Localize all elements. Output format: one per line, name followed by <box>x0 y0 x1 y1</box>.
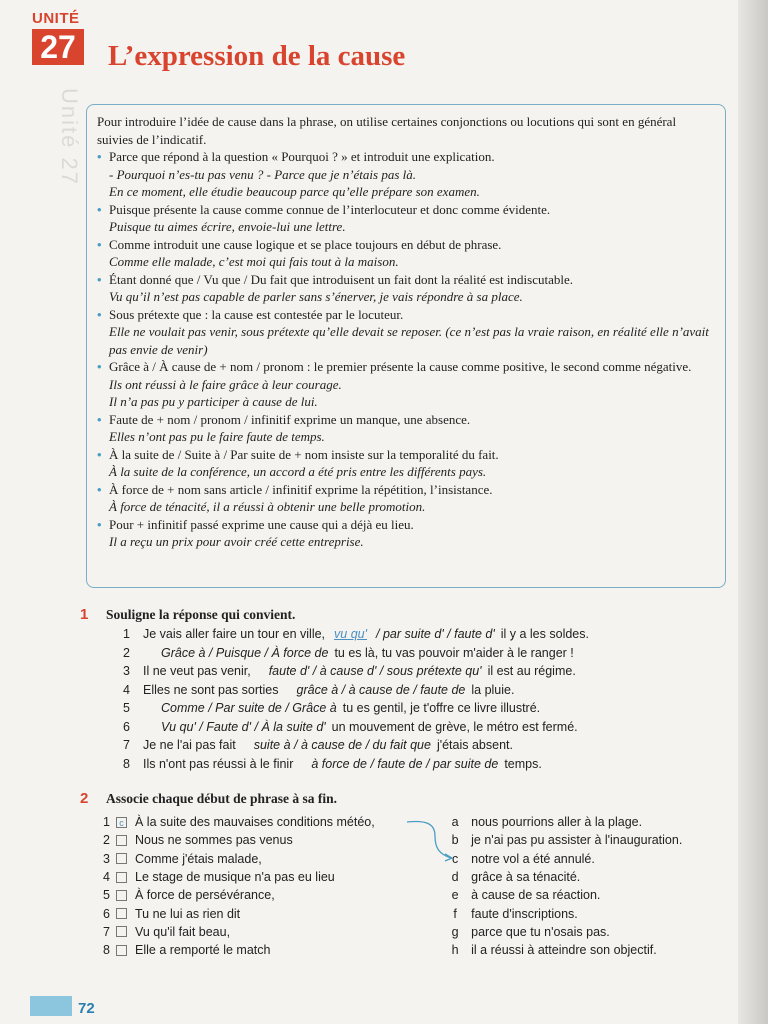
rule-example: À force de ténacité, il a réussi à obtenir une belle promotion. <box>109 499 426 514</box>
exercise-1 <box>80 606 720 775</box>
bullet-icon: • <box>97 236 102 252</box>
match-start <box>80 868 445 886</box>
rule-text: Grâce à / À cause de + nom / pronom : le premier présente la cause comme positive, le second comme négative. <box>109 359 692 374</box>
exercise-item <box>80 664 720 683</box>
answer-checkbox[interactable] <box>116 945 127 956</box>
match-start <box>80 850 445 868</box>
rule-text: Parce que répond à la question « Pourquoi ? » et introduit une explication. <box>109 149 495 164</box>
rule-example: Elles n’ont pas pu le faire faute de temps. <box>109 429 325 444</box>
bullet-icon: • <box>97 481 102 497</box>
exercise-item <box>80 720 720 739</box>
match-start <box>80 813 445 831</box>
item-options[interactable]: suite à / à cause de / du fait que <box>253 738 431 752</box>
rule-example: Puisque tu aimes écrire, envoie-lui une lettre. <box>109 219 346 234</box>
page-title: L’expression de la cause <box>108 40 406 72</box>
sentence-end: je n'ai pas pu assister à l'inauguration. <box>471 833 683 848</box>
sentence-starts <box>80 813 445 959</box>
rule-text: Comme introduit une cause logique et se place toujours en début de phrase. <box>109 236 502 252</box>
rule-item <box>97 411 715 446</box>
item-letter: a <box>451 815 459 830</box>
item-number: 2 <box>103 833 110 848</box>
item-after: un mouvement de grève, le métro est fermé. <box>331 719 578 734</box>
sentence-start: À force de persévérance, <box>135 888 275 903</box>
exercise-1-header <box>80 606 720 623</box>
match-start <box>80 831 445 849</box>
item-before: Je ne l'ai pas fait <box>143 738 236 752</box>
item-options[interactable]: à force de / faute de / par suite de <box>311 756 499 771</box>
bullet-icon: • <box>97 306 102 322</box>
item-answer[interactable]: vu qu' <box>334 627 367 641</box>
rule-text: À force de + nom sans article / infinitif exprime la répétition, l’insistance. <box>109 481 493 497</box>
item-before: Ils n'ont pas réussi à le finir <box>143 756 294 771</box>
item-options[interactable]: Vu qu' / Faute d' / À la suite d' <box>161 719 326 734</box>
answer-checkbox[interactable] <box>116 853 127 864</box>
item-before: Il ne veut pas venir, <box>143 664 251 678</box>
sentence-start: Elle a remporté le match <box>135 943 271 958</box>
sentence-end: il a réussi à atteindre son objectif. <box>471 943 657 958</box>
unit-number: 27 <box>32 29 84 65</box>
bullet-icon: • <box>97 359 102 374</box>
answer-checkbox[interactable] <box>116 908 127 919</box>
match-end <box>445 831 720 849</box>
match-end <box>445 941 720 959</box>
answer-checkbox[interactable] <box>116 872 127 883</box>
answer-checkbox[interactable] <box>116 926 127 937</box>
rule-example: - Pourquoi n’es-tu pas venu ? - Parce que je n’étais pas là. <box>109 166 416 182</box>
match-start <box>80 923 445 941</box>
item-n: 4 <box>123 682 130 697</box>
rule-text: Puisque présente la cause comme connue de l’interlocuteur et donc comme évidente. <box>109 201 551 217</box>
exercise-item <box>80 701 720 720</box>
rule-example: Ils ont réussi à le faire grâce à leur courage. <box>109 376 342 392</box>
exercise-2 <box>80 790 720 959</box>
exercise-1-list <box>80 627 720 775</box>
bullet-icon: • <box>97 271 102 287</box>
item-options[interactable]: / par suite d' / faute d' <box>376 627 495 641</box>
rule-text: Étant donné que / Vu que / Du fait que introduisent un fait dont la réalité est indiscutable. <box>109 271 573 287</box>
answer-checkbox[interactable] <box>116 890 127 901</box>
item-letter: g <box>451 924 459 939</box>
match-start <box>80 886 445 904</box>
match-start <box>80 904 445 922</box>
item-n: 5 <box>123 701 130 715</box>
item-letter: b <box>451 833 459 848</box>
item-n: 8 <box>123 756 130 771</box>
unit-label: UNITÉ <box>32 10 80 27</box>
item-letter: f <box>453 906 457 921</box>
page-edge <box>738 0 768 1024</box>
rule-example: Vu qu’il n’est pas capable de parler sans s’énerver, je vais répondre à sa place. <box>109 289 523 304</box>
item-number: 1 <box>103 815 110 830</box>
side-decoration: Unité 27 <box>57 88 82 186</box>
item-letter: d <box>451 870 459 885</box>
rule-example: À la suite de la conférence, un accord a été pris entre les différents pays. <box>109 464 487 479</box>
sentence-start: Nous ne sommes pas venus <box>135 833 293 848</box>
rule-intro: Pour introduire l’idée de cause dans la phrase, on utilise certaines conjonctions ou locutions qui sont en général suivies de l’indicatif. <box>97 114 677 147</box>
sentence-end: faute d'inscriptions. <box>471 906 578 921</box>
sentence-end: à cause de sa réaction. <box>471 888 601 903</box>
rule-item <box>97 306 715 359</box>
item-number: 3 <box>103 851 110 866</box>
rule-text: Sous prétexte que : la cause est contestée par le locuteur. <box>109 306 404 322</box>
item-letter: h <box>451 943 459 958</box>
item-n: 2 <box>123 645 130 660</box>
sentence-start: Le stage de musique n'a pas eu lieu <box>135 870 335 885</box>
item-n: 3 <box>123 664 130 678</box>
rule-item <box>97 516 715 551</box>
rule-list <box>97 148 715 551</box>
item-after: il y a les soldes. <box>500 627 589 641</box>
rule-example: Comme elle malade, c’est moi qui fais tout à la maison. <box>109 254 399 269</box>
page-number: 72 <box>78 1000 95 1017</box>
rule-item <box>97 271 715 306</box>
footer-bar <box>30 996 72 1016</box>
exercise-2-header <box>80 790 720 807</box>
item-after: tu es là, tu vas pouvoir m'aider à le ranger ! <box>334 645 574 660</box>
exercise-item <box>80 683 720 702</box>
grammar-rule-box <box>86 104 726 588</box>
sentence-endings <box>445 813 720 959</box>
match-end <box>445 923 720 941</box>
rule-example: En ce moment, elle étudie beaucoup parce qu’elle prépare son examen. <box>109 184 480 199</box>
rule-text: Faute de + nom / pronom / infinitif exprime un manque, une absence. <box>109 411 471 427</box>
item-number: 7 <box>103 924 110 939</box>
unit-block <box>32 10 86 65</box>
item-after: la pluie. <box>471 682 515 697</box>
item-number: 8 <box>103 943 110 958</box>
item-after: temps. <box>504 756 542 771</box>
rule-example: Il n’a pas pu y participer à cause de lui. <box>109 394 318 409</box>
item-letter: e <box>451 888 459 903</box>
exercise-instruction: Souligne la réponse qui convient. <box>106 607 296 622</box>
bullet-icon: • <box>97 516 102 532</box>
item-options[interactable]: Comme / Par suite de / Grâce à <box>161 701 337 715</box>
answer-checkbox[interactable]: c <box>116 817 127 828</box>
item-options[interactable]: grâce à / à cause de / faute de <box>296 682 466 697</box>
sentence-start: Comme j'étais malade, <box>135 851 262 866</box>
bullet-icon: • <box>97 149 102 164</box>
match-end <box>445 886 720 904</box>
answer-checkbox[interactable] <box>116 835 127 846</box>
sentence-end: nous pourrions aller à la plage. <box>471 815 643 830</box>
rule-item <box>97 358 715 411</box>
item-n: 7 <box>123 738 130 752</box>
sentence-end: notre vol a été annulé. <box>471 851 595 866</box>
bullet-icon: • <box>97 411 102 427</box>
match-end <box>445 904 720 922</box>
exercise-item <box>80 738 720 757</box>
exercise-instruction: Associe chaque début de phrase à sa fin. <box>106 791 338 806</box>
rule-item <box>97 236 715 271</box>
match-arrow-icon <box>405 816 455 866</box>
rule-text: Pour + infinitif passé exprime une cause qui a déjà eu lieu. <box>109 516 414 532</box>
item-number: 5 <box>103 888 110 903</box>
sentence-start: Vu qu'il fait beau, <box>135 924 231 939</box>
item-n: 6 <box>123 719 130 734</box>
item-before: Je vais aller faire un tour en ville, <box>143 627 326 641</box>
rule-item <box>97 148 715 201</box>
item-number: 4 <box>103 870 110 885</box>
match-end <box>445 850 720 868</box>
sentence-end: grâce à sa ténacité. <box>471 870 581 885</box>
item-options[interactable]: Grâce à / Puisque / À force de <box>161 645 329 660</box>
rule-item <box>97 201 715 236</box>
item-before: Elles ne sont pas sorties <box>143 682 279 697</box>
item-after: il est au régime. <box>487 664 576 678</box>
exercise-number: 1 <box>80 606 89 623</box>
rule-example: Elle ne voulait pas venir, sous prétexte qu’elle devait se reposer. (ce n’est pas la vraie raison, en réalité elle n’avait pas envie de venir) <box>109 324 709 357</box>
exercise-item <box>80 646 720 665</box>
bullet-icon: • <box>97 446 102 462</box>
rule-item <box>97 446 715 481</box>
exercise-item <box>80 757 720 776</box>
sentence-end: parce que tu n'osais pas. <box>471 924 610 939</box>
sentence-start: Tu ne lui as rien dit <box>135 906 241 921</box>
exercise-number: 2 <box>80 790 89 807</box>
item-options[interactable]: faute d' / à cause d' / sous prétexte qu' <box>268 664 482 678</box>
item-after: tu es gentil, je t'offre ce livre illustré. <box>342 701 541 715</box>
item-n: 1 <box>123 627 130 641</box>
item-number: 6 <box>103 906 110 921</box>
rule-item <box>97 481 715 516</box>
match-end <box>445 813 720 831</box>
rule-text: À la suite de / Suite à / Par suite de + nom insiste sur la temporalité du fait. <box>109 446 499 462</box>
item-after: j'étais absent. <box>436 738 513 752</box>
rule-example: Il a reçu un prix pour avoir créé cette entreprise. <box>109 534 364 549</box>
match-end <box>445 868 720 886</box>
sentence-start: À la suite des mauvaises conditions météo, <box>135 815 375 830</box>
exercise-item <box>80 627 720 646</box>
bullet-icon: • <box>97 201 102 217</box>
item-letter: c <box>452 851 459 866</box>
match-start <box>80 941 445 959</box>
